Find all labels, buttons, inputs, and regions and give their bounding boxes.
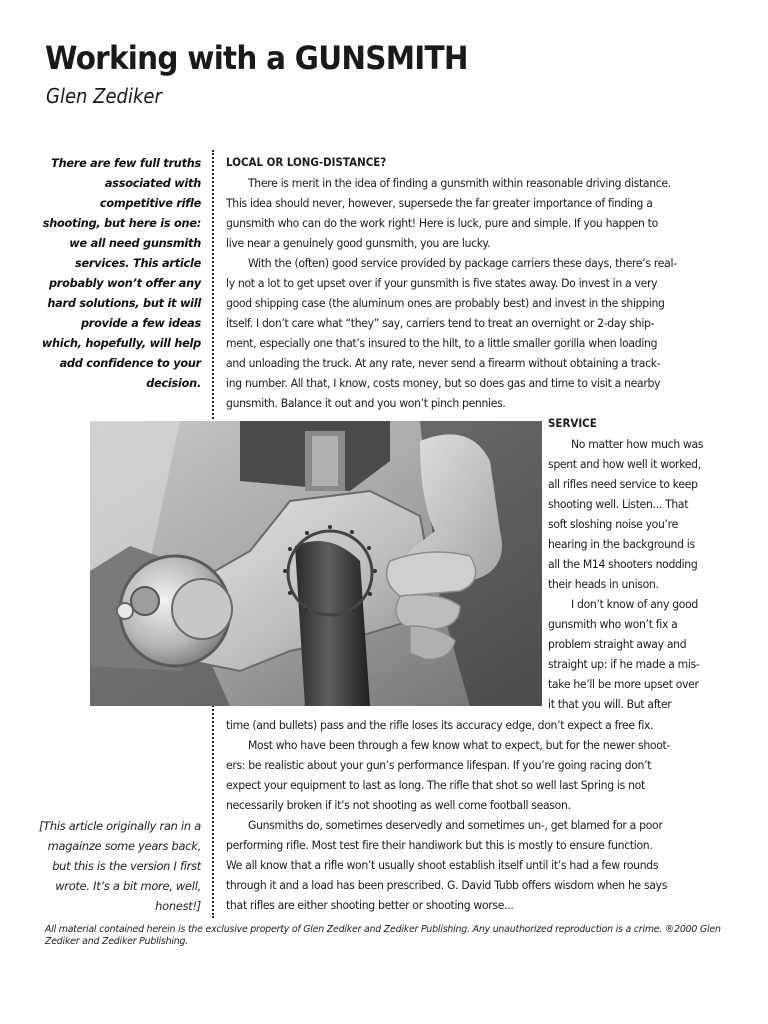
body-line: all the M14 shooters nodding	[548, 557, 698, 571]
article-title: Working with a GUNSMITH	[45, 39, 468, 77]
section-heading-service: SERVICE	[548, 417, 597, 430]
body-line: ment, especially one that’s insured to the hilt, to a little smaller gorilla when loading	[226, 336, 658, 350]
body-line: through it and a load has been prescribed. G. David Tubb offers wisdom when he says	[226, 878, 668, 892]
body-line: their heads in unison.	[548, 577, 659, 591]
body-line: gunsmith. Balance it out and you won’t pinch pennies.	[226, 396, 506, 410]
body-line: We all know that a rifle won’t usually shoot establish itself until it’s had a few rounds	[226, 858, 659, 872]
body-line: shooting well. Listen... That	[548, 497, 689, 511]
body-line: No matter how much was	[571, 437, 704, 451]
side-note: [This article originally ran in a magainze some years back, but this is the version I first wrote. It’s a bit more, well, honest!]	[38, 819, 201, 913]
body-line: itself. I don’t care what “they” say, carriers tend to treat an overnight or 2-day ship-	[226, 316, 655, 330]
body-line: This idea should never, however, supersede the far greater importance of finding a	[226, 196, 653, 210]
body-line: ers: be realistic about your gun’s performance lifespan. If you’re going racing don’t	[226, 758, 652, 772]
photo-illustration	[90, 421, 542, 706]
body-line: spent and how well it worked,	[548, 457, 701, 471]
body-line: and unloading the truck. At any rate, never send a firearm without obtaining a track-	[226, 356, 661, 370]
body-line: all rifles need service to keep	[548, 477, 698, 491]
body-line: take he’ll be more upset over	[548, 677, 699, 691]
body-line: time (and bullets) pass and the rifle loses its accuracy edge, don’t expect a free fix.	[226, 718, 654, 732]
body-line: ly not a lot to get upset over if your gunsmith is five states away. Do invest in a very	[226, 276, 658, 290]
section-heading-local: LOCAL OR LONG-DISTANCE?	[226, 156, 387, 169]
body-line: Gunsmiths do, sometimes deservedly and sometimes un-, get blamed for a poor	[248, 818, 663, 832]
body-line: soft sloshing noise you’re	[548, 517, 678, 531]
body-line: gunsmith who won’t fix a	[548, 617, 678, 631]
body-line: hearing in the background is	[548, 537, 695, 551]
body-line: With the (often) good service provided by package carriers these days, there’s real-	[248, 256, 677, 270]
body-line: that rifles are either shooting better or shooting worse...	[226, 898, 514, 912]
body-line: Most who have been through a few know what to expect, but for the newer shoot-	[248, 738, 671, 752]
body-line: There is merit in the idea of finding a gunsmith within reasonable driving distance.	[248, 176, 671, 190]
body-line: it that you will. But after	[548, 697, 672, 711]
article-author: Glen Zediker	[46, 84, 162, 108]
body-line: good shipping case (the aluminum ones are probably best) and invest in the shipping	[226, 296, 665, 310]
copyright-footer: All material contained herein is the exclusive property of Glen Zediker and Zediker Publishing. Any unauthorized reproduction is a crime. ®2000 Glen Zediker and Zediker Publishing.	[45, 924, 721, 947]
body-line: problem straight away and	[548, 637, 687, 651]
body-line: ing number. All that, I know, costs money, but so does gas and time to visit a nearby	[226, 376, 661, 390]
gunsmith-tool-photo	[90, 421, 542, 706]
body-line: gunsmith who can do the work right! Here is luck, pure and simple. If you happen to	[226, 216, 658, 230]
pull-quote: There are few full truths associated with competitive rifle shooting, but here is one: we all need gunsmith services. This article probably won’t offer any hard solutions, but it will provide a few ideas which, hopefully, will help add confidence to your decision.	[41, 157, 201, 390]
body-line: straight up: if he made a mis-	[548, 657, 700, 671]
body-line: necessarily broken if it’s not shooting as well come football season.	[226, 798, 571, 812]
body-line: performing rifle. Most test fire their handiwork but this is mostly to ensure function.	[226, 838, 653, 852]
body-line: expect your equipment to last as long. The rifle that shot so well last Spring is not	[226, 778, 645, 792]
body-line: live near a genuinely good gunsmith, you are lucky.	[226, 236, 491, 250]
body-line: I don’t know of any good	[571, 597, 698, 611]
